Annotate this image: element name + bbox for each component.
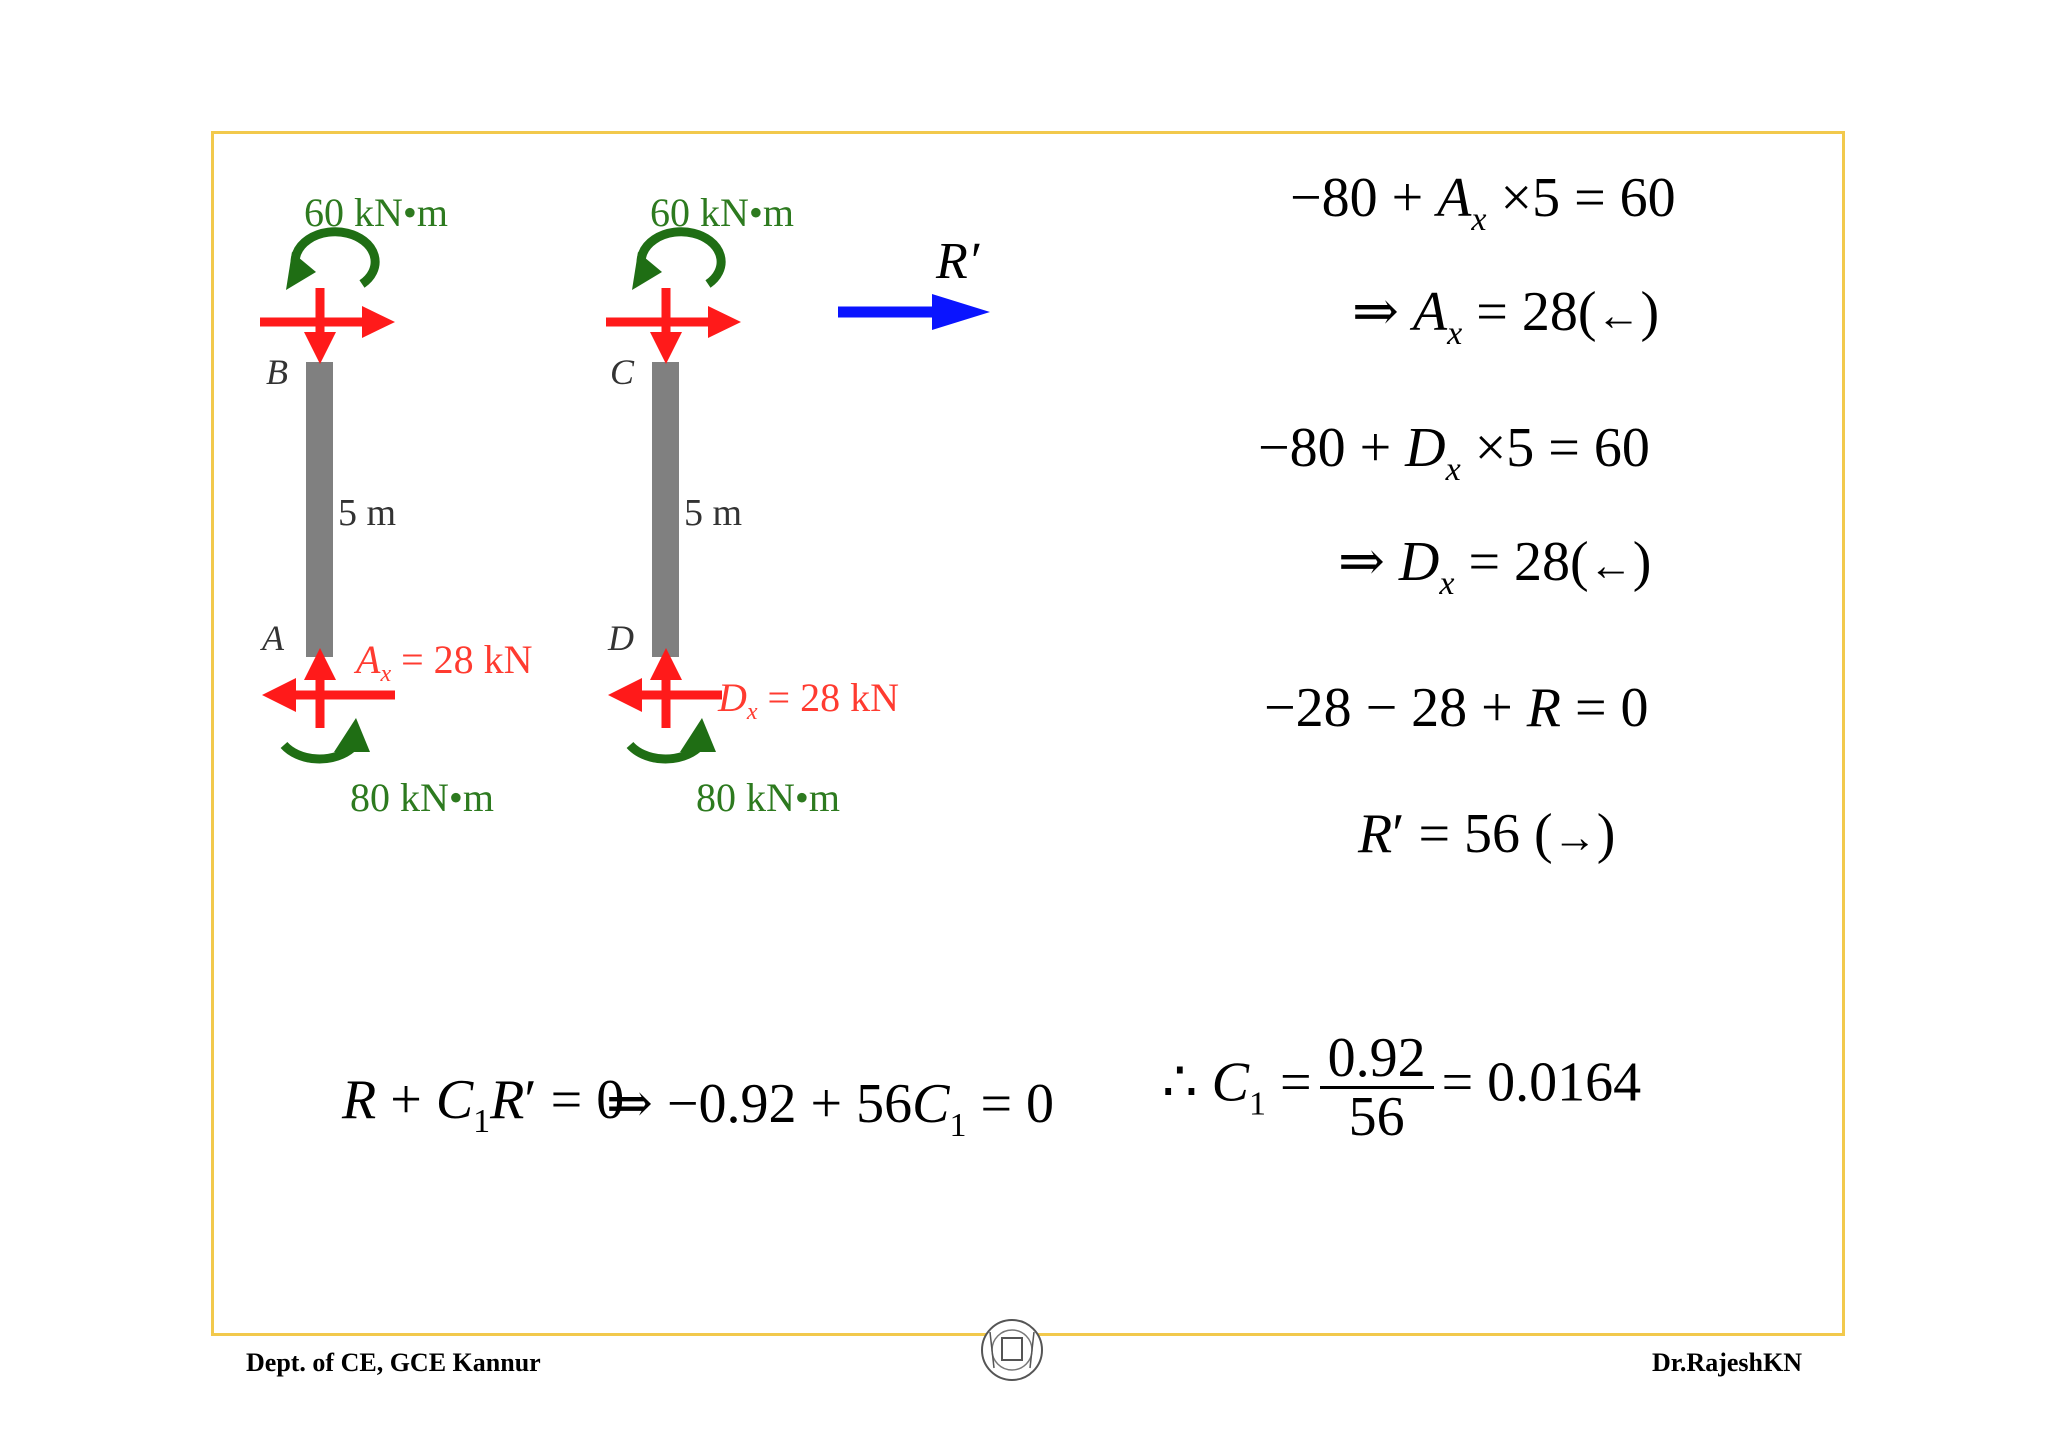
resultant-arrowhead bbox=[932, 294, 990, 330]
bottom-moment-label-left: 80 kN•m bbox=[350, 775, 495, 820]
college-seal-logo bbox=[982, 1320, 1042, 1380]
bottom-moment-label-right: 80 kN•m bbox=[696, 775, 841, 820]
arrowhead-right-top-left bbox=[362, 306, 395, 338]
column-member-right bbox=[652, 362, 679, 657]
arrowhead-down-top-right bbox=[650, 332, 682, 364]
equation-5: −28 − 28 + R = 0 bbox=[1264, 677, 1649, 739]
resultant-label: R′ bbox=[936, 233, 980, 290]
equation-6: R′ = 56 (→) bbox=[1358, 803, 1616, 865]
reaction-symbol-a: A bbox=[356, 637, 381, 682]
point-label-c: C bbox=[610, 352, 635, 392]
reaction-value-d: = 28 kN bbox=[757, 675, 899, 720]
length-label-right: 5 m bbox=[684, 492, 743, 534]
moment-arrowhead-bottom-right bbox=[680, 718, 716, 752]
moment-arrowhead-top-right bbox=[632, 252, 662, 290]
reaction-value-a: = 28 kN bbox=[391, 637, 533, 682]
arrowhead-down-top-left bbox=[304, 332, 336, 364]
reaction-label-dx bbox=[718, 675, 899, 725]
fraction-c1 bbox=[1320, 1027, 1434, 1148]
top-moment-label-right: 60 kN•m bbox=[650, 190, 795, 235]
arrowhead-right-top-right bbox=[708, 306, 741, 338]
top-moment-label-left: 60 kN•m bbox=[304, 190, 449, 235]
reaction-label-ax bbox=[356, 637, 533, 687]
moment-arrowhead-top-left bbox=[286, 252, 316, 290]
equation-3: $-80 + D_x \times 5 = 60$ bbox=[1258, 417, 1650, 488]
footer-department: Dept. of CE, GCE Kannur bbox=[246, 1348, 541, 1377]
footer-author: Dr.RajeshKN bbox=[1652, 1348, 1802, 1377]
reaction-symbol-d: D bbox=[718, 675, 747, 720]
fraction-numerator: 0.92 bbox=[1320, 1030, 1434, 1089]
arrowhead-left-bottom-left bbox=[262, 678, 296, 712]
point-label-d: D bbox=[608, 618, 634, 658]
moment-arrowhead-bottom-left bbox=[334, 718, 370, 752]
reaction-sub-a: x bbox=[380, 661, 392, 687]
equation-7: $R + C_1R' = 0$ bbox=[342, 1069, 625, 1140]
point-label-a: A bbox=[262, 618, 284, 658]
column-member-left bbox=[306, 362, 333, 657]
point-label-b: B bbox=[266, 352, 288, 392]
length-label-left: 5 m bbox=[338, 492, 397, 534]
equation-2: ⇒ $A_x$ = 28(←) bbox=[1352, 281, 1660, 352]
fraction-denominator: 56 bbox=[1348, 1086, 1405, 1148]
reaction-sub-d: x bbox=[746, 699, 758, 725]
arrowhead-left-bottom-right bbox=[608, 678, 642, 712]
equation-4: ⇒ $D_x$ = 28(←) bbox=[1338, 531, 1652, 602]
equation-1: $-80 + A_x \times 5 = 60$ bbox=[1290, 167, 1676, 238]
equation-9: ∴ $C_1$ = $\frac{0.92}{56}$ = 0.0164 bbox=[1162, 1027, 1642, 1148]
equation-8: ⇒ $-0.92 + 56C_1 = 0$ bbox=[606, 1073, 1055, 1144]
